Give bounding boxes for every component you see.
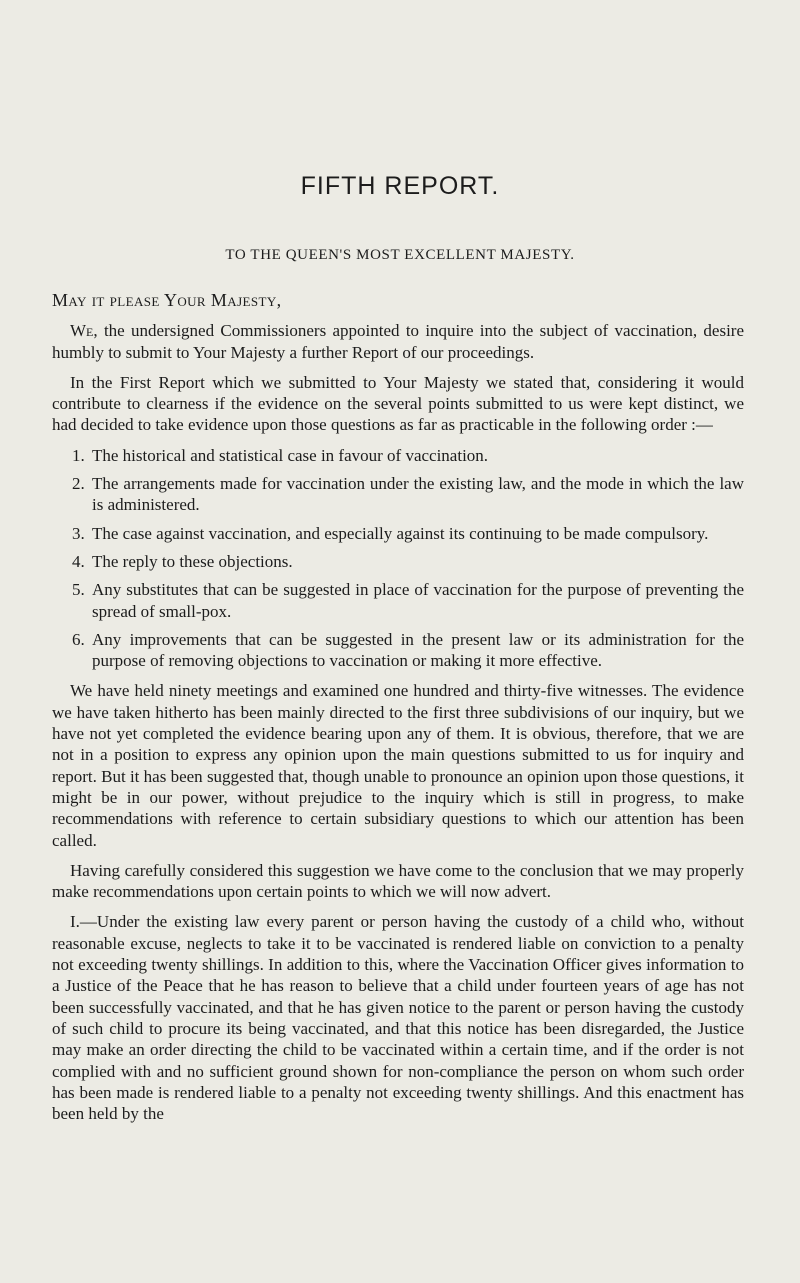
list-item-number: 4. xyxy=(72,551,85,571)
dedication: TO THE QUEEN'S MOST EXCELLENT MAJESTY. xyxy=(225,247,575,263)
list-item xyxy=(52,551,744,572)
list-item-text: Any substitutes that can be suggested in place of vaccination for the purpose of preventing the spread of small-pox. xyxy=(92,580,744,621)
list-item xyxy=(52,629,744,672)
list-item-text: The case against vaccination, and especially against its continuing to be made compulsory. xyxy=(92,523,709,543)
list-item-number: 1. xyxy=(72,445,85,465)
list-item-number: 3. xyxy=(72,523,85,543)
list-item-number: 2. xyxy=(72,474,85,494)
list-item-number: 5. xyxy=(72,580,85,600)
evidence-order-list xyxy=(52,445,744,672)
section-one-paragraph: I.—Under the existing law every parent or person having the custody of a child who, without reasonable excuse, neglects to take it to be vaccinated is rendered liable on conviction to a penalty not exceeding twenty shillings. In addition to this, where the Vaccination Officer gives information to a Justice of the Peace that he has reason to believe that a child under fourteen years of age has not been successfully vaccinated, and that he has given notice to the parent or person having the custody of such child to procure its being vaccinated, and that this notice has been disregarded, the Justice may make an order directing the child to be vaccinated within a certain time, and if the order is not complied with and no sufficient ground shown for non-compliance the person on whom such order has been made is rendered liable to a penalty not exceeding twenty shillings. And this enactment has been held by the xyxy=(52,912,744,1124)
list-item xyxy=(52,523,744,544)
list-item xyxy=(52,473,744,516)
intro-paragraph xyxy=(52,320,744,363)
intro-rest: the undersigned Commissioners appointed to inquire into the subject of vaccination, desire humbly to submit to Your Majesty a further Report of our proceedings. xyxy=(52,321,744,362)
first-report-paragraph: In the First Report which we submitted to Your Majesty we stated that, considering it would contribute to clearness if the evidence on the several points submitted to us were kept distinct, we had decided to take evidence upon those questions as far as practicable in the following order :— xyxy=(52,372,744,435)
salutation: May it please Your Majesty, xyxy=(52,290,282,310)
list-item-text: The reply to these objections. xyxy=(92,551,293,571)
list-item xyxy=(52,445,744,466)
list-item-text: The historical and statistical case in favour of vaccination. xyxy=(92,445,489,465)
list-item-number: 6. xyxy=(72,629,85,649)
considered-paragraph: Having carefully considered this suggestion we have come to the conclusion that we may properly make recommendations upon certain points to which we will now advert. xyxy=(52,860,744,902)
list-item xyxy=(52,579,744,622)
list-item-text: The arrangements made for vaccination under the existing law, and the mode in which the law is administered. xyxy=(92,474,744,515)
report-body xyxy=(52,290,744,1133)
report-title: FIFTH REPORT. xyxy=(300,172,500,200)
meetings-paragraph: We have held ninety meetings and examined one hundred and thirty-five witnesses. The evidence we have taken hitherto has been mainly directed to the first three subdivisions of our inquiry, but we have not yet completed the evidence bearing upon any of them. It is obvious, therefore, that we are not in a position to express any opinion upon the main questions submitted to us for inquiry and report. But it has been suggested that, though unable to pronounce an opinion upon those questions, it might be in our power, without prejudice to the inquiry which is still in progress, to make recommendations with reference to certain subsidiary questions to which our attention has been called. xyxy=(52,681,744,850)
list-item-text: Any improvements that can be suggested in the present law or its administration for the purpose of removing objections to vaccination or making it more effective. xyxy=(92,629,744,671)
intro-lead: We, xyxy=(70,321,98,341)
